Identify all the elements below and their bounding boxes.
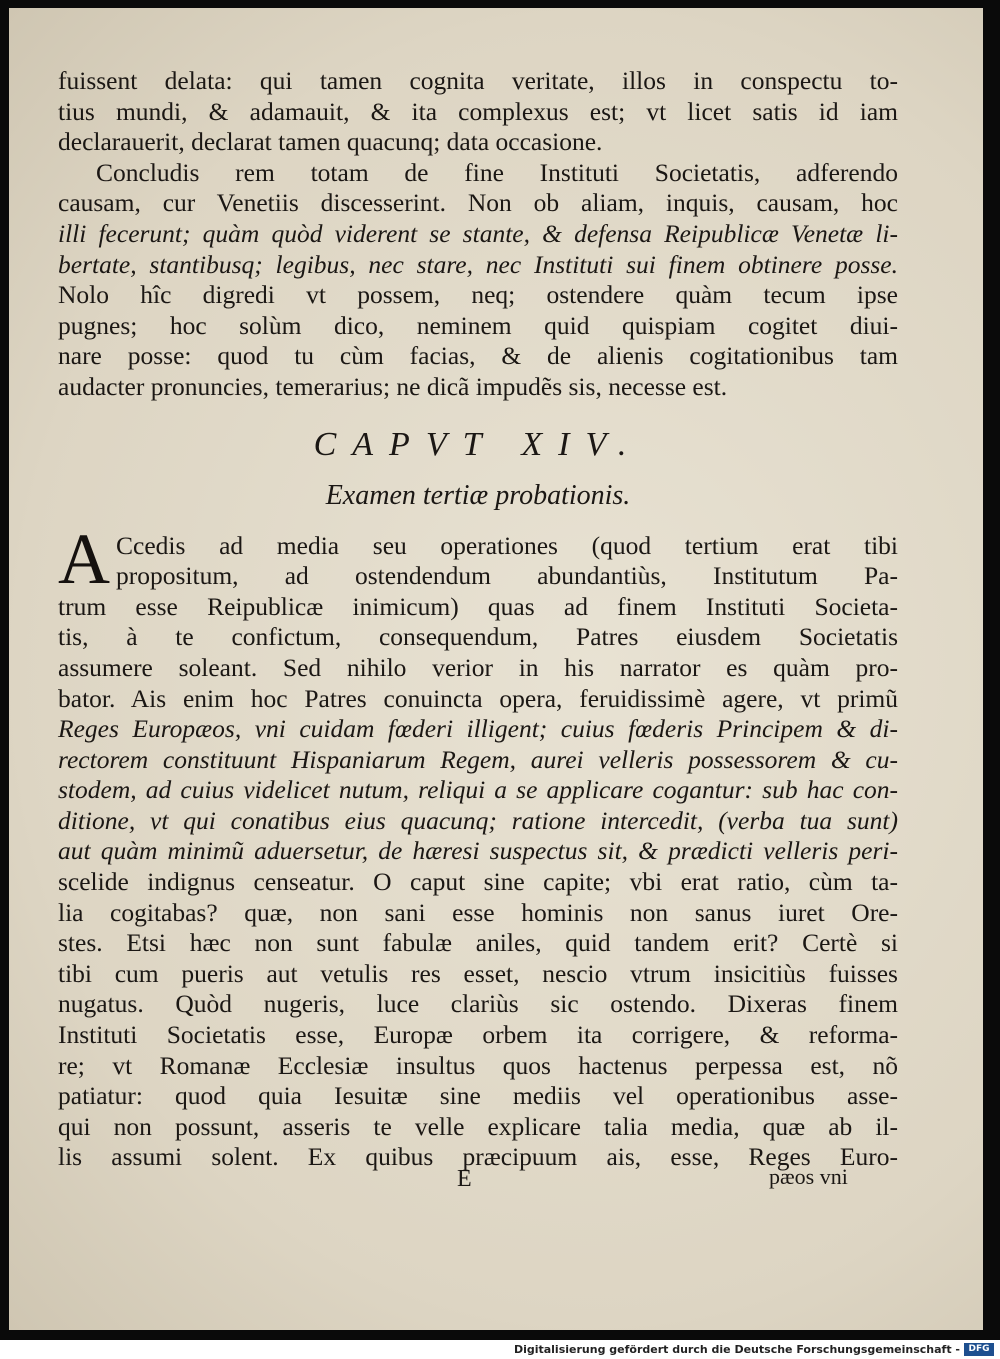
- text-line: qui non possunt, asseris te velle explicare talia media, quæ ab il-: [58, 1111, 898, 1141]
- text-line-italic: stodem, ad cuius videlicet nutum, reliqui a se applicare cogantur: sub hac con-: [58, 775, 898, 805]
- funding-credit: Digitalisierung gefördert durch die Deutsche Forschungsgemeinschaft -: [513, 1343, 960, 1356]
- text-line: Ccedis ad media seu operationes (quod tertium erat tibi: [116, 530, 898, 560]
- text-line-italic: rectorem constituunt Hispaniarum Regem, aurei velleris possessorem & cu-: [58, 744, 898, 774]
- text-line: tibi cum pueris aut vetulis res esset, nescio vtrum insicitiùs fuisses: [58, 958, 898, 988]
- catchword: pæos vni: [769, 1164, 848, 1189]
- text-line: stes. Etsi hæc non sunt fabulæ aniles, quid tandem erit? Certè si: [58, 928, 898, 958]
- text-line: tius mundi, & adamauit, & ita complexus est; vt licet satis id iam: [58, 96, 898, 126]
- text-line-italic: aut quàm minimũ aduersetur, de hæresi suspectus sit, & prædicti velleris peri-: [58, 836, 898, 866]
- text-line: lia cogitabas? quæ, non sani esse hominis non sanus iuret Ore-: [58, 897, 898, 927]
- text-line: Instituti Societatis esse, Europæ orbem ita corrigere, & reforma-: [58, 1020, 898, 1050]
- text-line: assumere soleant. Sed nihilo verior in his narrator es quàm pro-: [58, 652, 898, 682]
- text-line-italic: Reges Europæos, vni cuidam fœderi illigent; cuius fœderis Principem & di-: [58, 714, 898, 744]
- text-line: audacter pronuncies, temerarius; ne dicã impudẽs sis, necesse est.: [58, 371, 728, 401]
- text-line: declarauerit, declarat tamen quacunq; data occasione.: [58, 127, 603, 157]
- text-line: lis assumi solent. Ex quibus præcipuum ais, esse, Reges Euro-: [58, 1142, 898, 1172]
- chapter-body: [58, 518, 898, 1173]
- chapter-title: CAPVT XIV.: [313, 425, 643, 463]
- text-line: bator. Ais enim hoc Patres conuincta opera, feruidissimè agere, vt primũ: [58, 683, 898, 713]
- text-line: propositum, ad ostendendum abundantiùs, Institutum Pa-: [116, 561, 898, 591]
- text-line: nare posse: quod tu cùm facias, & de alienis cogitationibus tam: [58, 341, 898, 371]
- text-line: pugnes; hoc solùm dico, neminem quid quispiam cogitet diui-: [58, 310, 898, 340]
- dfg-logo-icon: DFG: [964, 1343, 994, 1356]
- text-line: tis, à te confictum, consequendum, Patres eiusdem Societatis: [58, 622, 898, 652]
- drop-cap: A: [58, 518, 110, 599]
- text-line: re; vt Romanæ Ecclesiæ insultus quos hactenus perpessa est, nõ: [58, 1050, 898, 1080]
- text-line: fuissent delata: qui tamen cognita veritate, illos in conspectu to-: [58, 66, 898, 95]
- text-line-italic: illi fecerunt; quàm quòd viderent se stante, & defensa Reipublicæ Venetæ li-: [58, 218, 898, 248]
- text-line: patiatur: quod quia Iesuitæ sine mediis vel operationibus asse-: [58, 1081, 898, 1111]
- text-line: scelide indignus censeatur. O caput sine capite; vbi erat ratio, cùm ta-: [58, 867, 898, 897]
- digitization-footer: [0, 1340, 1000, 1359]
- book-page: [9, 8, 983, 1330]
- text-line: trum esse Reipublicæ inimicum) quas ad finem Instituti Societa-: [58, 591, 898, 621]
- text-line: nugatus. Quòd nugeris, luce clariùs sic ostendo. Dixeras finem: [58, 989, 898, 1019]
- chapter-subtitle: Examen tertiæ probationis.: [325, 479, 631, 511]
- text-line-italic: bertate, stantibusq; legibus, nec stare, nec Instituti sui finem obtinere posse.: [58, 249, 898, 279]
- text-line-italic: ditione, vt qui conatibus eius quacunq; ratione intercedit, (verba tua sunt): [58, 805, 898, 835]
- signature-mark: E: [457, 1166, 472, 1192]
- text-block: [58, 66, 898, 1173]
- text-line: Concludis rem totam de fine Instituti Societatis, adferendo: [96, 157, 898, 187]
- text-line: Nolo hîc digredi vt possem, neq; ostendere quàm tecum ipse: [58, 280, 898, 310]
- text-line: causam, cur Venetiis discesserint. Non ob aliam, inquis, causam, hoc: [58, 188, 898, 218]
